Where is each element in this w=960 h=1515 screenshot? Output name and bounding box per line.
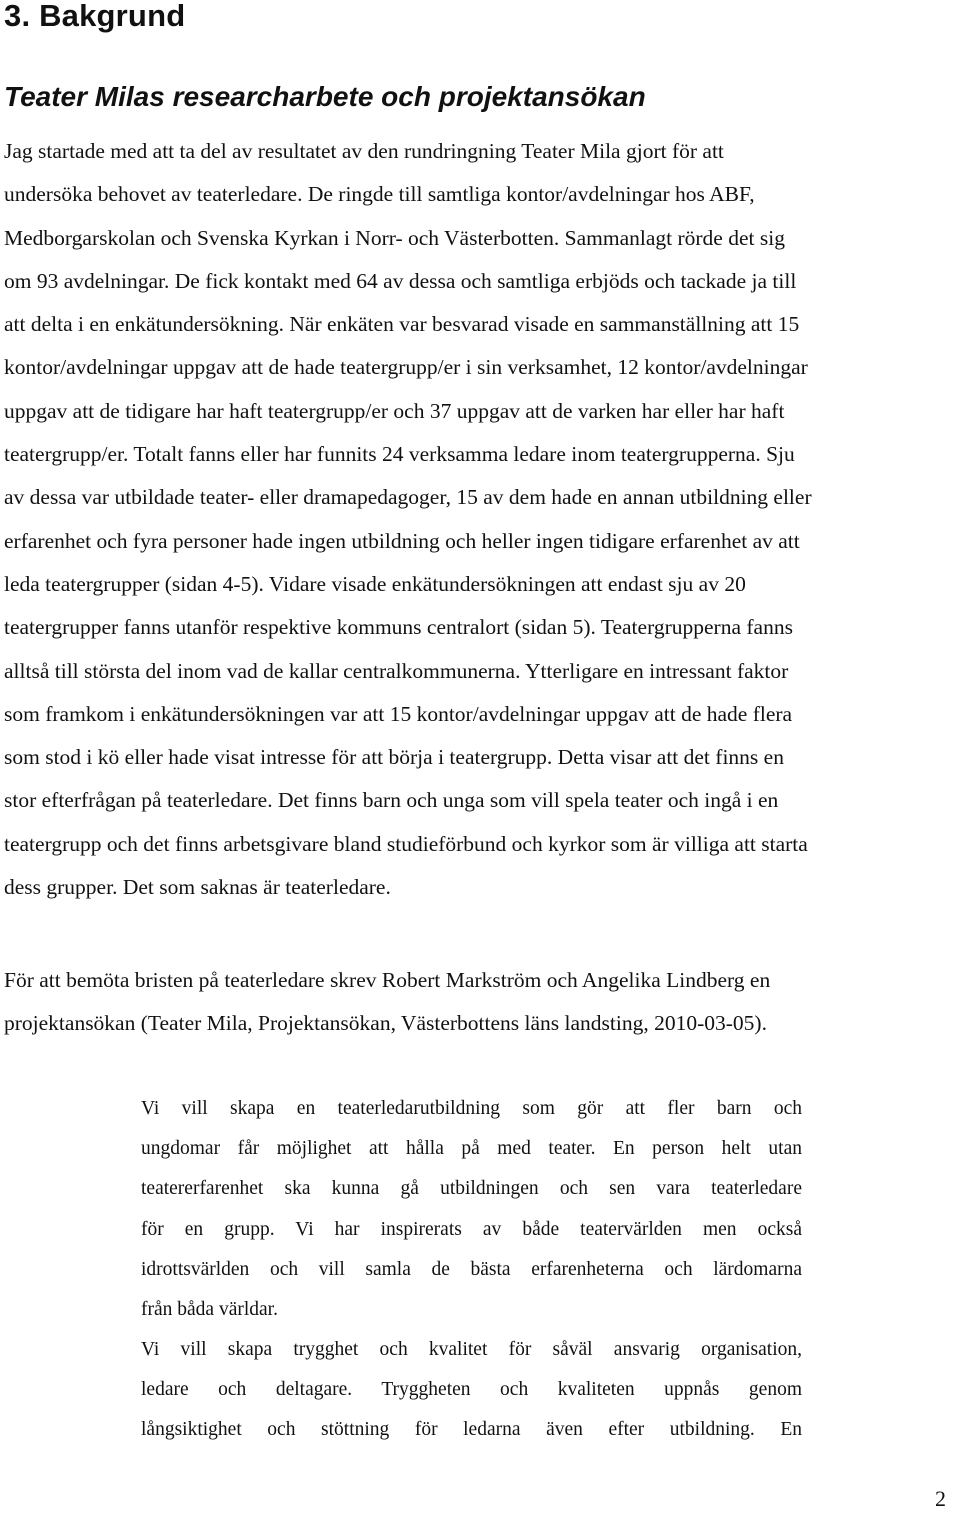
- paragraph-line: Jag startade med att ta del av resultatet av den rundringning Teater Mila gjort för att: [4, 139, 724, 163]
- paragraph-line: För att bemöta bristen på teaterledare skrev Robert Markström och Angelika Lindberg en: [4, 968, 771, 992]
- paragraph-line: av dessa var utbildade teater- eller dramapedagoger, 15 av dem hade en annan utbildning eller: [4, 485, 812, 510]
- paragraph-line: stor efterfrågan på teaterledare. Det finns barn och unga som vill spela teater och ingå i en: [4, 788, 779, 813]
- section-heading: 3. Bakgrund: [4, 0, 186, 33]
- paragraph-line: dess grupper. Det som saknas är teaterledare.: [4, 875, 391, 900]
- quote-line: idrottsvärlden och vill samla de bästa erfarenheterna och lärdomarna: [141, 1258, 802, 1280]
- paragraph-line: uppgav att de tidigare har haft teatergrupp/er och 37 uppgav att de varken har eller har haft: [4, 398, 785, 423]
- quote-line: för en grupp. Vi har inspirerats av både teatervärlden men också: [141, 1218, 802, 1240]
- body-paragraph-research: [4, 130, 952, 909]
- paragraph-line: som framkom i enkätundersökningen var att 15 kontor/avdelningar uppgav att de hade flera: [4, 701, 793, 726]
- quote-line: teatererfarenhet ska kunna gå utbildningen och sen vara teaterledare: [141, 1178, 802, 1200]
- subheading: Teater Milas researcharbete och projektansökan: [4, 81, 646, 112]
- paragraph-line: teatergrupp/er. Totalt fanns eller har funnits 24 verksamma ledare inom teatergrupperna. Sju: [4, 442, 795, 467]
- quote-line: ledare och deltagare. Tryggheten och kvaliteten uppnås genom: [141, 1379, 802, 1401]
- quote-line: ungdomar får möjlighet att hålla på med teater. En person helt utan: [141, 1138, 802, 1160]
- paragraph-line: om 93 avdelningar. De fick kontakt med 64 av dessa och samtliga erbjöds och tackade ja till: [4, 268, 797, 293]
- quote-line: Vi vill skapa en teaterledarutbildning som gör att fler barn och: [141, 1098, 802, 1119]
- paragraph-line: alltså till största del inom vad de kallar centralkommunerna. Ytterligare en intressant faktor: [4, 658, 789, 683]
- paragraph-line: projektansökan (Teater Mila, Projektansökan, Västerbottens läns landsting, 2010-03-05).: [4, 1011, 767, 1036]
- paragraph-line: kontor/avdelningar uppgav att de hade teatergrupp/er i sin verksamhet, 12 kontor/avdelningar: [4, 355, 808, 380]
- paragraph-line: teatergrupp och det finns arbetsgivare bland studieförbund och kyrkor som är villiga att starta: [4, 831, 808, 856]
- paragraph-line: undersöka behovet av teaterledare. De ringde till samtliga kontor/avdelningar hos ABF,: [4, 182, 755, 207]
- block-quote-quality: [141, 1330, 802, 1451]
- quote-line: långsiktighet och stöttning för ledarna även efter utbildning. En: [141, 1419, 802, 1441]
- body-paragraph-application: [4, 959, 952, 1046]
- block-quote-vision: [141, 1089, 802, 1330]
- quote-line: Vi vill skapa trygghet och kvalitet för såväl ansvarig organisation,: [141, 1339, 802, 1360]
- paragraph-line: erfarenhet och fyra personer hade ingen utbildning och heller ingen tidigare erfarenhet av att: [4, 528, 800, 553]
- paragraph-line: Medborgarskolan och Svenska Kyrkan i Norr- och Västerbotten. Sammanlagt rörde det sig: [4, 225, 785, 250]
- page-number: 2: [935, 1486, 946, 1511]
- paragraph-line: leda teatergrupper (sidan 4-5). Vidare visade enkätundersökningen att endast sju av 20: [4, 571, 746, 596]
- quote-line: från båda världar.: [141, 1299, 278, 1321]
- paragraph-line: som stod i kö eller hade visat intresse för att börja i teatergrupp. Detta visar att det finns en: [4, 745, 784, 770]
- paragraph-line: att delta i en enkätundersökning. När enkäten var besvarad visade en sammanställning att 15: [4, 312, 800, 337]
- paragraph-line: teatergrupper fanns utanför respektive kommuns centralort (sidan 5). Teatergrupperna fanns: [4, 615, 793, 640]
